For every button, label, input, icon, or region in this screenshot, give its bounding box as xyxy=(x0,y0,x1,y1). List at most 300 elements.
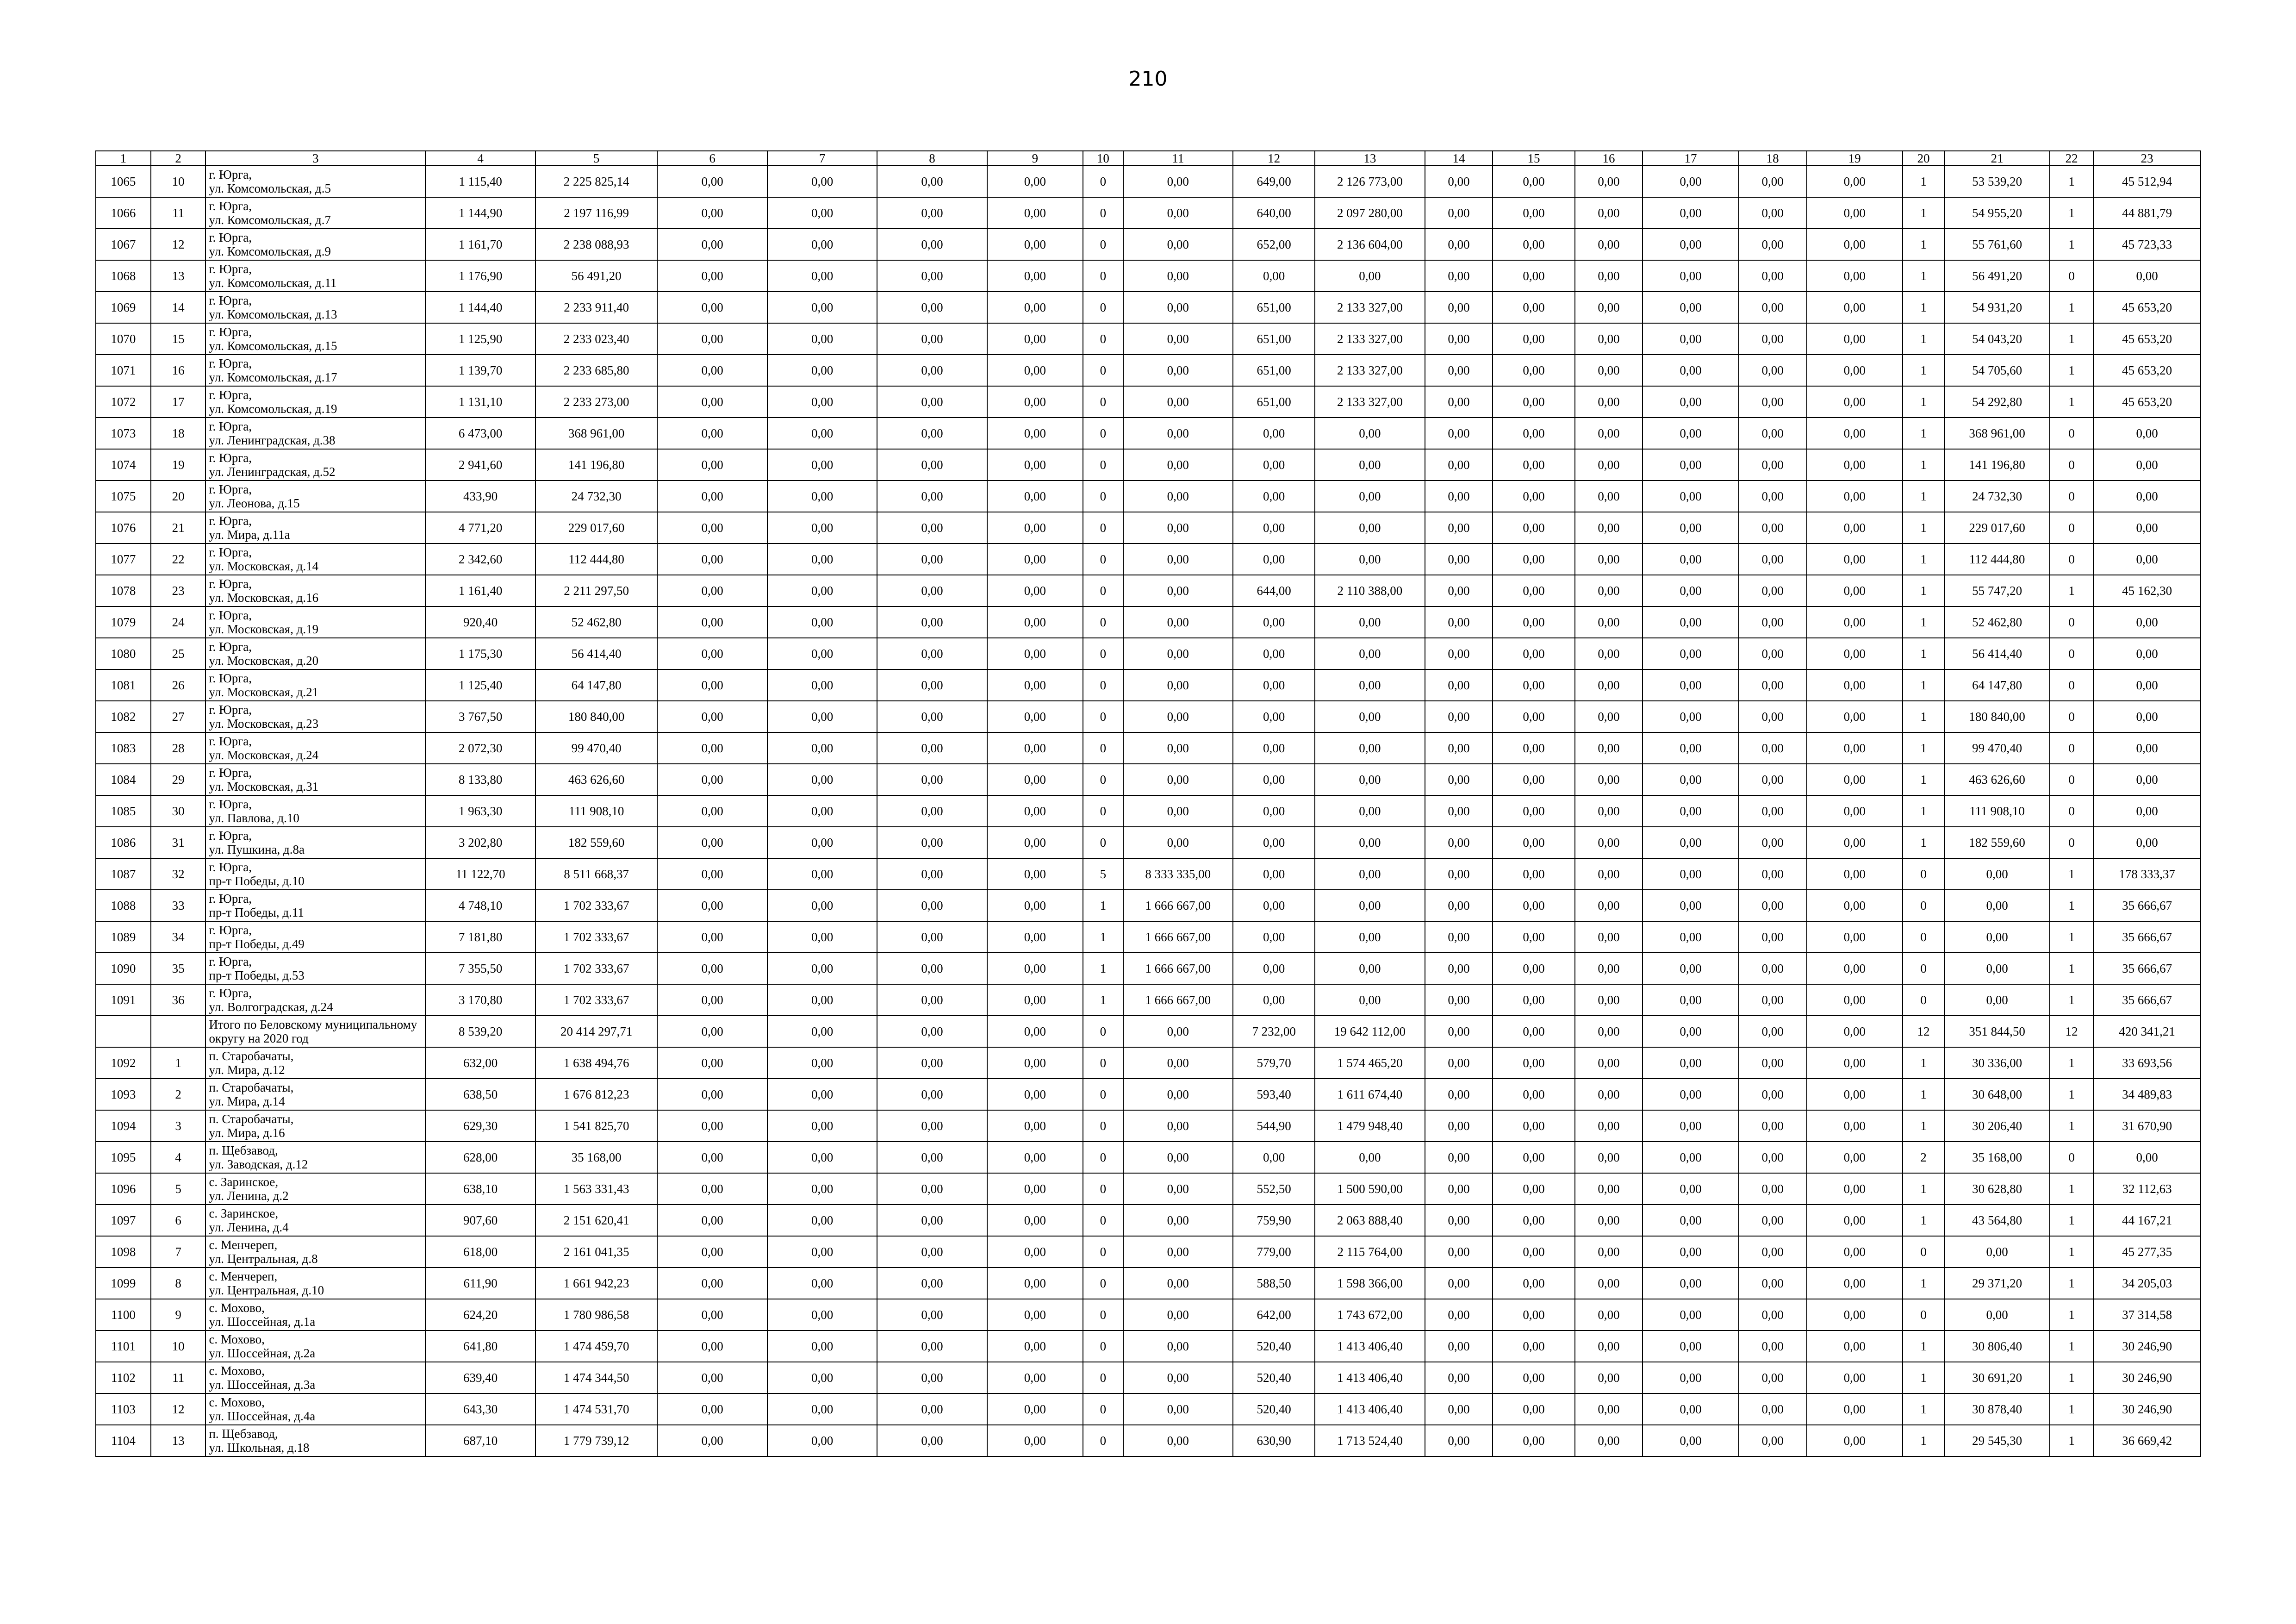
table-cell: 0,00 xyxy=(1425,1110,1493,1142)
table-cell: 34 489,83 xyxy=(2093,1079,2201,1110)
table-cell: 1 xyxy=(2050,355,2094,386)
table-cell: 0 xyxy=(2050,1142,2094,1173)
table-row xyxy=(96,858,2201,890)
table-cell: 0,00 xyxy=(1739,1330,1807,1362)
table-cell: 141 196,80 xyxy=(1944,449,2049,481)
table-cell: 1 xyxy=(1903,1110,1945,1142)
address-line: г. Юрга, xyxy=(209,482,252,496)
table-cell xyxy=(205,1330,425,1362)
table-cell: 0,00 xyxy=(1233,953,1315,984)
table-cell: 0,00 xyxy=(767,292,877,323)
column-header: 16 xyxy=(1575,151,1643,166)
table-cell: 0 xyxy=(1083,418,1123,449)
address-line: ул. Мира, д.14 xyxy=(209,1094,285,1108)
table-cell: 0,00 xyxy=(657,355,767,386)
address-line: ул. Комсомольская, д.13 xyxy=(209,307,337,321)
table-cell xyxy=(205,1425,425,1456)
address-line: ул. Шоссейная, д.1а xyxy=(209,1315,316,1329)
table-cell: 0,00 xyxy=(877,418,987,449)
table-cell xyxy=(205,575,425,606)
table-cell: 0,00 xyxy=(657,1110,767,1142)
table-cell: 0,00 xyxy=(1807,1236,1903,1268)
table-cell: 0,00 xyxy=(1315,732,1425,764)
table-cell: 0,00 xyxy=(1739,1173,1807,1205)
table-cell: 0,00 xyxy=(767,732,877,764)
table-cell: 0,00 xyxy=(657,512,767,543)
table-cell: 1 xyxy=(1903,481,1945,512)
table-cell: 611,90 xyxy=(425,1268,535,1299)
table-cell: 0,00 xyxy=(1807,1268,1903,1299)
address-line: г. Юрга, xyxy=(209,199,252,213)
table-cell: 12 xyxy=(1903,1016,1945,1047)
table-cell: 2 233 685,80 xyxy=(535,355,658,386)
table-row xyxy=(96,1236,2201,1268)
address-line: г. Юрга, xyxy=(209,671,252,685)
address-line: ул. Центральная, д.10 xyxy=(209,1283,324,1297)
table-cell: 0,00 xyxy=(1123,1205,1233,1236)
address-line: ул. Ленина, д.4 xyxy=(209,1220,289,1234)
table-cell: 0,00 xyxy=(1233,795,1315,827)
table-cell: 180 840,00 xyxy=(535,701,658,732)
table-cell: 0,00 xyxy=(767,827,877,858)
table-cell: 0,00 xyxy=(657,669,767,701)
table-cell: 0,00 xyxy=(767,355,877,386)
column-header: 2 xyxy=(151,151,206,166)
table-cell: 0,00 xyxy=(2093,795,2201,827)
table-cell: 0,00 xyxy=(1575,197,1643,229)
table-cell: 0,00 xyxy=(2093,638,2201,669)
table-cell: 0,00 xyxy=(987,669,1083,701)
table-cell xyxy=(205,827,425,858)
table-cell: 0,00 xyxy=(1739,575,1807,606)
table-cell: 0,00 xyxy=(877,669,987,701)
table-cell xyxy=(205,764,425,795)
column-header: 8 xyxy=(877,151,987,166)
table-cell: 0,00 xyxy=(1643,638,1738,669)
table-cell: 0,00 xyxy=(1807,1205,1903,1236)
table-row xyxy=(96,953,2201,984)
table-cell: 54 931,20 xyxy=(1944,292,2049,323)
table-cell: 0,00 xyxy=(657,1173,767,1205)
table-cell: 0,00 xyxy=(987,260,1083,292)
table-cell: 1072 xyxy=(96,386,151,418)
table-row xyxy=(96,323,2201,355)
table-cell: 0,00 xyxy=(1425,701,1493,732)
table-cell: 0,00 xyxy=(1944,890,2049,921)
column-header: 17 xyxy=(1643,151,1738,166)
table-cell: 1 131,10 xyxy=(425,386,535,418)
table-cell: 0,00 xyxy=(657,1047,767,1079)
table-cell: 0,00 xyxy=(987,606,1083,638)
table-row xyxy=(96,1268,2201,1299)
table-cell: 0,00 xyxy=(1315,795,1425,827)
table-cell: 1068 xyxy=(96,260,151,292)
table-cell: 0 xyxy=(1083,260,1123,292)
table-cell: 0,00 xyxy=(1123,1173,1233,1205)
table-cell: 27 xyxy=(151,701,206,732)
table-cell: 0,00 xyxy=(1233,512,1315,543)
table-cell: 520,40 xyxy=(1233,1330,1315,1362)
table-cell: 0,00 xyxy=(657,323,767,355)
table-cell: 618,00 xyxy=(425,1236,535,1268)
table-cell: 0,00 xyxy=(1643,323,1738,355)
table-cell: 368 961,00 xyxy=(535,418,658,449)
table-cell: 1 574 465,20 xyxy=(1315,1047,1425,1079)
column-header: 15 xyxy=(1493,151,1574,166)
table-cell: 0 xyxy=(1083,512,1123,543)
table-cell: 0,00 xyxy=(1807,260,1903,292)
table-cell: 0,00 xyxy=(877,1079,987,1110)
table-cell: 0 xyxy=(1083,606,1123,638)
table-cell: 0,00 xyxy=(1123,1330,1233,1362)
table-cell: 0,00 xyxy=(1643,1016,1738,1047)
table-cell: 0,00 xyxy=(1739,827,1807,858)
table-cell: 0,00 xyxy=(1739,355,1807,386)
table-cell: 1087 xyxy=(96,858,151,890)
table-cell: 2 233 023,40 xyxy=(535,323,658,355)
table-cell: 0,00 xyxy=(657,166,767,197)
table-cell: 5 xyxy=(151,1173,206,1205)
table-cell: 0,00 xyxy=(1739,984,1807,1016)
table-cell: 1 xyxy=(2050,575,2094,606)
table-cell: 1088 xyxy=(96,890,151,921)
table-cell: 640,00 xyxy=(1233,197,1315,229)
table-cell: 36 xyxy=(151,984,206,1016)
table-cell: 1099 xyxy=(96,1268,151,1299)
column-header: 12 xyxy=(1233,151,1315,166)
table-cell xyxy=(205,953,425,984)
table-cell: 1 xyxy=(2050,1205,2094,1236)
table-cell: 7 xyxy=(151,1236,206,1268)
table-cell: 0,00 xyxy=(1807,512,1903,543)
table-cell: 0 xyxy=(1083,701,1123,732)
table-cell: 1 xyxy=(1903,795,1945,827)
table-cell: 1 413 406,40 xyxy=(1315,1330,1425,1362)
address-line: с. Заринское, xyxy=(209,1206,279,1220)
table-cell: 0,00 xyxy=(657,449,767,481)
table-cell: 0,00 xyxy=(1575,512,1643,543)
table-cell: 0,00 xyxy=(1123,1016,1233,1047)
table-cell: 8 133,80 xyxy=(425,764,535,795)
table-cell: 0 xyxy=(1083,355,1123,386)
table-cell: 0,00 xyxy=(1575,166,1643,197)
table-cell: 0,00 xyxy=(767,1299,877,1330)
table-cell xyxy=(205,1268,425,1299)
table-row xyxy=(96,481,2201,512)
table-cell: 55 761,60 xyxy=(1944,229,2049,260)
table-cell: 0,00 xyxy=(987,953,1083,984)
table-cell: 0,00 xyxy=(1425,764,1493,795)
table-cell: 141 196,80 xyxy=(535,449,658,481)
table-cell: 0,00 xyxy=(1643,827,1738,858)
table-cell xyxy=(205,1299,425,1330)
table-cell xyxy=(205,669,425,701)
table-cell: 2 126 773,00 xyxy=(1315,166,1425,197)
table-cell xyxy=(205,292,425,323)
table-cell: 0,00 xyxy=(767,1362,877,1393)
table-row xyxy=(96,292,2201,323)
table-cell: 0,00 xyxy=(657,1236,767,1268)
table-cell: 0,00 xyxy=(1493,1079,1574,1110)
table-cell: 0,00 xyxy=(1425,1142,1493,1173)
table-cell: 2 136 604,00 xyxy=(1315,229,1425,260)
table-cell: 0,00 xyxy=(1233,260,1315,292)
table-cell: 0,00 xyxy=(1123,166,1233,197)
table-cell: 111 908,10 xyxy=(1944,795,2049,827)
table-cell: 0,00 xyxy=(1739,1268,1807,1299)
table-cell: 0,00 xyxy=(1425,386,1493,418)
table-cell: 1 666 667,00 xyxy=(1123,921,1233,953)
table-cell: 632,00 xyxy=(425,1047,535,1079)
address-line: с. Заринское, xyxy=(209,1175,279,1189)
table-cell: 0,00 xyxy=(1575,764,1643,795)
table-cell: 15 xyxy=(151,323,206,355)
table-cell: 0,00 xyxy=(1233,638,1315,669)
table-cell: 0,00 xyxy=(767,1142,877,1173)
table-cell: 0,00 xyxy=(877,1110,987,1142)
table-cell xyxy=(205,260,425,292)
table-row xyxy=(96,386,2201,418)
table-cell: 0,00 xyxy=(1493,323,1574,355)
table-cell: 0,00 xyxy=(657,606,767,638)
table-cell: 0,00 xyxy=(1575,921,1643,953)
table-cell: 1 xyxy=(2050,1425,2094,1456)
table-cell: 0 xyxy=(2050,638,2094,669)
table-cell: 53 539,20 xyxy=(1944,166,2049,197)
address-line: ул. Московская, д.24 xyxy=(209,748,319,762)
table-cell: 0,00 xyxy=(1233,984,1315,1016)
table-cell: 0 xyxy=(1903,890,1945,921)
table-cell: 0,00 xyxy=(1493,1047,1574,1079)
table-cell: 0,00 xyxy=(1643,890,1738,921)
table-cell: 0,00 xyxy=(877,386,987,418)
table-row xyxy=(96,638,2201,669)
table-cell: 35 168,00 xyxy=(535,1142,658,1173)
table-cell: 0,00 xyxy=(1643,386,1738,418)
table-cell: 0,00 xyxy=(767,764,877,795)
table-cell: 1 xyxy=(1903,1047,1945,1079)
table-cell: 0,00 xyxy=(1739,260,1807,292)
table-cell: 0,00 xyxy=(987,166,1083,197)
table-cell: 0,00 xyxy=(877,638,987,669)
table-cell: 0,00 xyxy=(987,764,1083,795)
table-cell: 0,00 xyxy=(657,575,767,606)
address-line: с. Менчереп, xyxy=(209,1269,278,1283)
table-cell: 9 xyxy=(151,1299,206,1330)
table-cell: 0,00 xyxy=(1493,1110,1574,1142)
table-cell: 0,00 xyxy=(1739,1079,1807,1110)
table-cell: 111 908,10 xyxy=(535,795,658,827)
table-cell: 0,00 xyxy=(1575,1016,1643,1047)
table-cell: 0,00 xyxy=(877,1393,987,1425)
table-cell: 22 xyxy=(151,543,206,575)
table-cell: 0 xyxy=(1083,1205,1123,1236)
table-cell: 4 xyxy=(151,1142,206,1173)
table-cell: 0,00 xyxy=(657,1079,767,1110)
table-cell: 0,00 xyxy=(987,1299,1083,1330)
table-cell: 0,00 xyxy=(1739,732,1807,764)
table-cell: 2 072,30 xyxy=(425,732,535,764)
table-cell: 1 xyxy=(1903,638,1945,669)
table-cell: 0,00 xyxy=(1807,921,1903,953)
address-line: п. Старобачаты, xyxy=(209,1112,294,1126)
table-cell: 0,00 xyxy=(657,1299,767,1330)
table-cell: 1 743 672,00 xyxy=(1315,1299,1425,1330)
table-cell: 0,00 xyxy=(1807,1110,1903,1142)
table-cell: 0,00 xyxy=(877,292,987,323)
table-cell: 44 881,79 xyxy=(2093,197,2201,229)
table-cell: 628,00 xyxy=(425,1142,535,1173)
table-cell: 1 xyxy=(2050,1268,2094,1299)
table-cell: 0,00 xyxy=(1739,418,1807,449)
table-cell: 64 147,80 xyxy=(1944,669,2049,701)
table-cell: 0,00 xyxy=(1425,606,1493,638)
table-cell: 0,00 xyxy=(987,1110,1083,1142)
address-line: с. Мохово, xyxy=(209,1301,265,1315)
table-cell: 0 xyxy=(1083,1142,1123,1173)
address-line: ул. Комсомольская, д.9 xyxy=(209,244,331,258)
table-cell: 0,00 xyxy=(1575,858,1643,890)
table-cell: 1 666 667,00 xyxy=(1123,984,1233,1016)
table-cell: 45 653,20 xyxy=(2093,323,2201,355)
table-cell: 0,00 xyxy=(1643,575,1738,606)
table-cell: 0,00 xyxy=(1807,1299,1903,1330)
table-cell: 45 512,94 xyxy=(2093,166,2201,197)
address-line: г. Юрга, xyxy=(209,388,252,402)
table-cell: 0,00 xyxy=(877,1330,987,1362)
table-cell: 0,00 xyxy=(1123,701,1233,732)
table-cell: 26 xyxy=(151,669,206,701)
table-cell: 24 732,30 xyxy=(535,481,658,512)
table-cell: 180 840,00 xyxy=(1944,701,2049,732)
table-cell: 0,00 xyxy=(1123,732,1233,764)
table-row xyxy=(96,732,2201,764)
table-cell: 0,00 xyxy=(1739,764,1807,795)
table-cell: 1 413 406,40 xyxy=(1315,1362,1425,1393)
table-cell: 35 xyxy=(151,953,206,984)
table-cell xyxy=(96,1016,151,1047)
table-cell: 0,00 xyxy=(767,481,877,512)
table-cell: 8 539,20 xyxy=(425,1016,535,1047)
table-cell: 0,00 xyxy=(657,638,767,669)
table-row xyxy=(96,1330,2201,1362)
table-cell: 1 xyxy=(2050,229,2094,260)
table-row xyxy=(96,669,2201,701)
table-row xyxy=(96,984,2201,1016)
table-cell: 433,90 xyxy=(425,481,535,512)
table-cell: 0,00 xyxy=(657,418,767,449)
table-cell: 0,00 xyxy=(1807,386,1903,418)
table-cell: 0,00 xyxy=(1575,418,1643,449)
table-cell: 0,00 xyxy=(1739,1236,1807,1268)
table-cell: 0,00 xyxy=(1493,449,1574,481)
table-cell: 0,00 xyxy=(1425,449,1493,481)
table-cell: 0,00 xyxy=(877,543,987,575)
table-cell: 0,00 xyxy=(1233,606,1315,638)
table-cell: 0,00 xyxy=(1807,323,1903,355)
table-cell xyxy=(205,606,425,638)
table-cell xyxy=(205,1079,425,1110)
table-cell: 1 161,40 xyxy=(425,575,535,606)
table-cell: 11 122,70 xyxy=(425,858,535,890)
table-row xyxy=(96,543,2201,575)
table-cell: 0,00 xyxy=(1123,1110,1233,1142)
table-cell: 1079 xyxy=(96,606,151,638)
table-cell: 0,00 xyxy=(1123,606,1233,638)
table-cell: 0,00 xyxy=(877,921,987,953)
table-cell: 0,00 xyxy=(767,323,877,355)
table-cell: 1 xyxy=(1903,1205,1945,1236)
table-cell: 0 xyxy=(1083,827,1123,858)
table-cell: 588,50 xyxy=(1233,1268,1315,1299)
table-cell: 36 669,42 xyxy=(2093,1425,2201,1456)
table-cell: 0,00 xyxy=(1425,795,1493,827)
table-cell: 0,00 xyxy=(987,732,1083,764)
table-cell: 0 xyxy=(1083,1047,1123,1079)
table-cell: 0,00 xyxy=(877,795,987,827)
table-cell: 33 xyxy=(151,890,206,921)
table-cell: 0,00 xyxy=(657,890,767,921)
table-cell: 16 xyxy=(151,355,206,386)
table-cell: 0,00 xyxy=(1425,229,1493,260)
table-cell: 6 473,00 xyxy=(425,418,535,449)
table-cell xyxy=(205,1047,425,1079)
address-line: ул. Московская, д.20 xyxy=(209,654,319,668)
table-cell: 0,00 xyxy=(1123,355,1233,386)
table-row xyxy=(96,890,2201,921)
address-line: г. Юрга, xyxy=(209,923,252,937)
table-cell: 0,00 xyxy=(1807,858,1903,890)
table-cell: 0,00 xyxy=(1643,701,1738,732)
table-cell: 0,00 xyxy=(1575,1205,1643,1236)
table-cell: 1 xyxy=(1903,764,1945,795)
table-cell: 1 xyxy=(2050,1079,2094,1110)
table-cell: 8 333 335,00 xyxy=(1123,858,1233,890)
table-cell: 1 963,30 xyxy=(425,795,535,827)
table-cell: 0,00 xyxy=(1575,1110,1643,1142)
table-cell: 5 xyxy=(1083,858,1123,890)
table-cell: 0,00 xyxy=(657,1330,767,1362)
table-cell: 1094 xyxy=(96,1110,151,1142)
table-cell: 0,00 xyxy=(877,355,987,386)
table-cell: 0,00 xyxy=(1123,197,1233,229)
table-cell: 0,00 xyxy=(1807,355,1903,386)
table-cell: 0,00 xyxy=(1315,606,1425,638)
table-cell: 0,00 xyxy=(1643,512,1738,543)
address-line: ул. Комсомольская, д.17 xyxy=(209,370,337,384)
table-cell: 1 xyxy=(2050,323,2094,355)
table-cell: 0,00 xyxy=(1643,1393,1738,1425)
page-number: 210 xyxy=(1128,67,1168,91)
table-cell: 1 xyxy=(1903,449,1945,481)
table-cell: 0,00 xyxy=(877,197,987,229)
table-cell: 651,00 xyxy=(1233,292,1315,323)
table-cell: 0,00 xyxy=(1807,575,1903,606)
table-cell: 0,00 xyxy=(1739,386,1807,418)
table-cell: 0 xyxy=(1083,1173,1123,1205)
table-cell: 30 806,40 xyxy=(1944,1330,2049,1362)
table-cell: 0,00 xyxy=(1807,197,1903,229)
table-cell: 0,00 xyxy=(1425,1425,1493,1456)
table-cell: 1082 xyxy=(96,701,151,732)
table-cell: 0 xyxy=(2050,260,2094,292)
table-cell: 0,00 xyxy=(1575,260,1643,292)
table-cell: 0,00 xyxy=(657,764,767,795)
table-cell: 0,00 xyxy=(767,606,877,638)
table-cell: 0,00 xyxy=(657,292,767,323)
table-cell: 1 563 331,43 xyxy=(535,1173,658,1205)
address-line: ул. Мира, д.12 xyxy=(209,1063,285,1077)
